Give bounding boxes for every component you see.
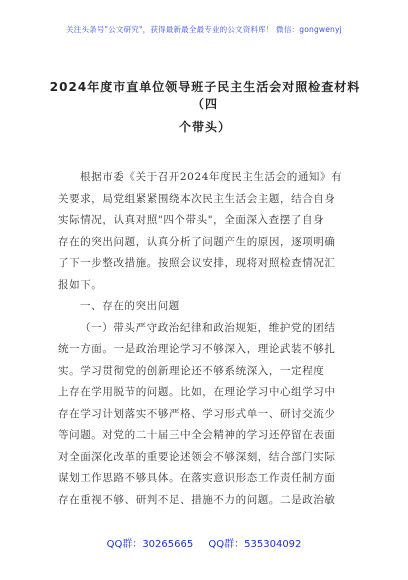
footer-qq-group-2: QQ群：535304092: [208, 539, 302, 550]
body-line: 对全面深化改革的重要论述领会不够深刻，结合部门实际: [58, 450, 336, 463]
body-line: 报如下。: [58, 278, 103, 291]
footer-qq-groups: [0, 535, 408, 550]
body-line: 根据市委《关于召开2024年度民主生活会的通知》有: [80, 171, 343, 183]
body-line: 实。学习贯彻党的创新理论还不够系统深入，一定程度: [58, 364, 325, 377]
body-line: 存在的突出问题，认真分析了问题产生的原因，逐项明确: [58, 235, 336, 248]
document-body: [58, 167, 348, 511]
body-line: （一）带头严守政治纪律和政治规矩，维护党的团结: [80, 321, 336, 334]
body-line: 谋划工作思路不够具体。在落实意识形态工作责任制方面: [58, 472, 336, 484]
body-line: 等问题。对党的二十届三中全会精神的学习还停留在表面: [58, 429, 336, 441]
body-line: 了下一步整改措施。按照会议安排，现将对照检查情况汇: [58, 257, 336, 269]
document-title-line-2: 个带头）: [178, 120, 231, 134]
body-line: 一、存在的突出问题: [80, 300, 180, 312]
body-line: 统一方面。一是政治理论学习不够深入，理论武装不够扎: [58, 343, 336, 355]
footer-qq-group-1: QQ群：30265665: [106, 539, 194, 550]
document-title-line-1: 2024年度市直单位领导班子民主生活会对照检查材料（四: [49, 80, 361, 111]
body-line: 上存在学用脱节的问题。比如，在理论学习中心组学习中: [58, 386, 336, 398]
body-line: 实际情况，认真对照"四个带头"，全面深入查摆了自身: [58, 214, 325, 226]
body-line: 关要求，局党组紧紧围绕本次民主生活会主题，结合自身: [58, 192, 336, 205]
header-note: 关注头条号"公文研究"，获得最新最全最专业的公文资料库！ 微信：gongwenyj: [66, 25, 342, 34]
body-line: 存在重视不够、研判不足、措施不力的问题。二是政治敏: [58, 493, 336, 506]
body-line: 存在学习计划落实不够严格、学习形式单一、研讨交流少: [58, 407, 336, 420]
